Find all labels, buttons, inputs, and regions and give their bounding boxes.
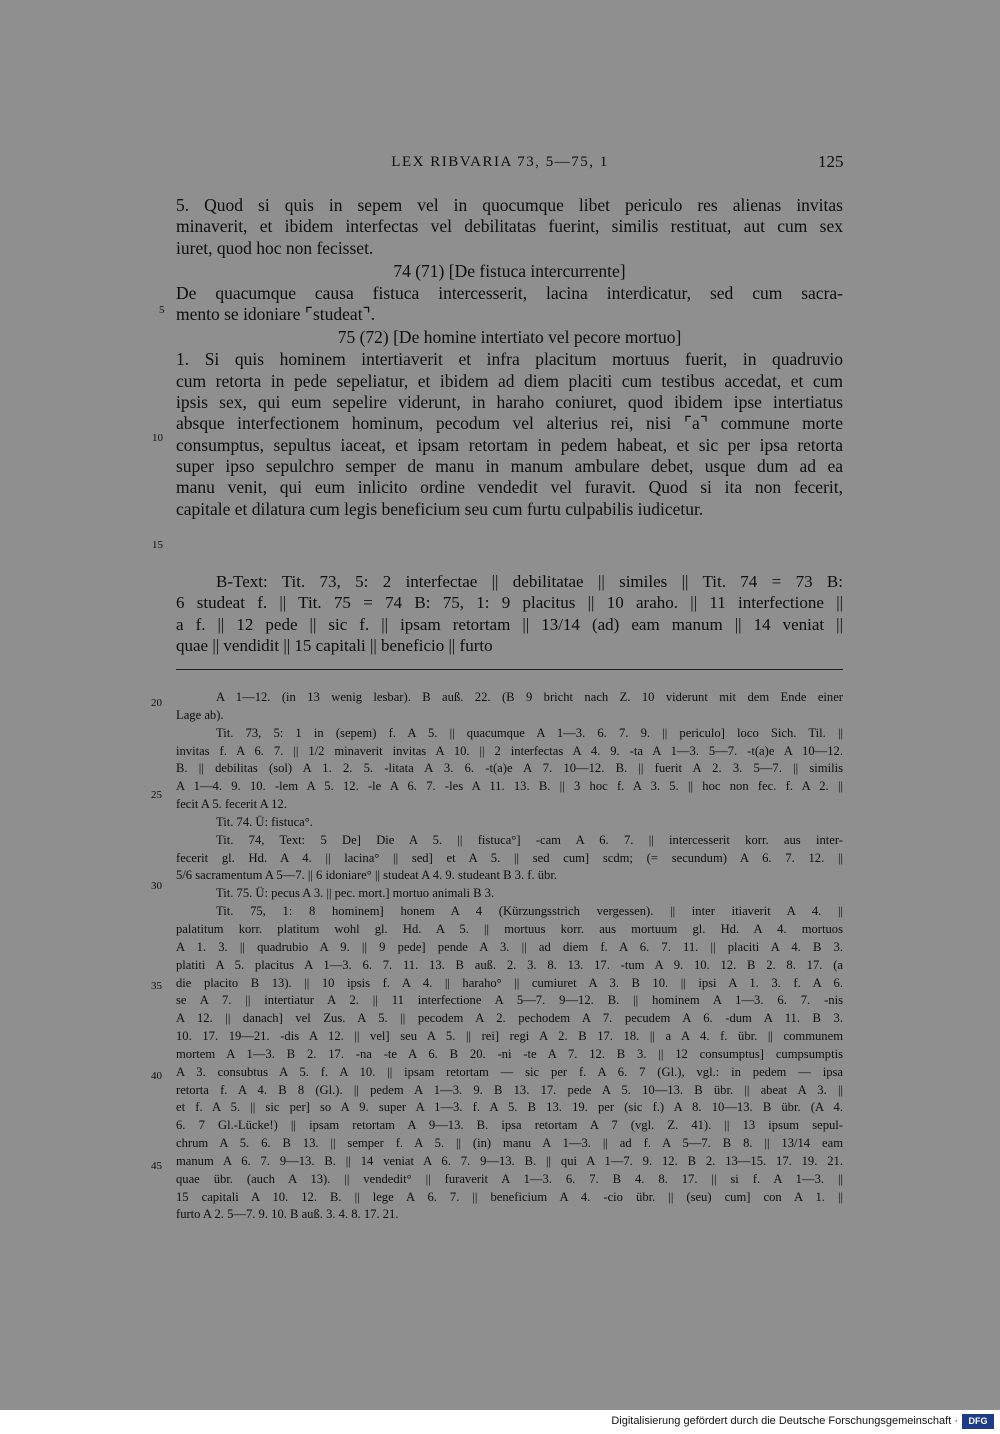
text-line: mento se idoniare ⌜studeat⌝. — [176, 304, 376, 325]
variant-line: 6 studeat f. || Tit. 75 = 74 B: 75, 1: 9 placitus || 10 araho. || 11 interfectione || — [176, 593, 843, 613]
apparatus-line: Tit. 73, 5: 1 in (sepem) f. A 5. || quacumque A 1—3. 6. 7. 9. || periculo] loco Sich. Til. || — [216, 725, 843, 740]
line-number: 40 — [151, 1070, 162, 1082]
separator-rule — [176, 669, 843, 670]
apparatus-line: die placito B 13). || 10 ipsis f. A 4. || haraho° || cumiuret A 3. B 10. || ipsi A 1. 3. f. A 6. — [176, 975, 843, 990]
line-number: 5 — [159, 304, 165, 316]
text-line: De quacumque causa fistuca intercesserit, lacina interdicatur, sed cum sacra- — [176, 282, 843, 303]
apparatus-line: 5/6 sacramentum A 5—7. || 6 idoniare° || studeat A 4. 9. studeant B 3. f. übr. — [176, 868, 557, 883]
apparatus-line: furto A 2. 5—7. 9. 10. B auß. 3. 4. 8. 17. 21. — [176, 1207, 399, 1222]
line-number: 35 — [151, 980, 162, 992]
text-line: super ipso sepulchro semper de manu in manum ambulare debet, usque dum ad ea — [176, 455, 843, 476]
apparatus-line: A 3. consubtus A 5. f. A 10. || ipsam retortam — sic per f. A 6. 7 (Gl.), vgl.: in pedem — ipsa — [176, 1064, 843, 1079]
apparatus-line: Tit. 74, Text: 5 De] Die A 5. || fistuca°] -cam A 6. 7. || intercesserit korr. aus inter- — [216, 832, 843, 847]
apparatus-line: Tit. 74. Ü: fistuca°. — [216, 814, 313, 829]
line-number: 30 — [151, 880, 162, 892]
text-line: 1. Si quis hominem intertiaverit et infra placitum mortuus fuerit, in quadruvio — [176, 349, 843, 370]
apparatus-line: palatitum korr. platitum wohl gl. Hd. A 5. || mortuus korr. aus mortuum gl. Hd. A 4. mortuos — [176, 921, 843, 936]
apparatus-line: 6. 7 Gl.-Lücke!) || ipsam retortam A 9—13. B. ipsa retortam A 7 (vgl. Z. 41). || 13 ipsum sepul- — [176, 1118, 843, 1133]
apparatus-line: fecit A 5. fecerit A 12. — [176, 797, 287, 812]
text-line: iuret, quod hoc non fecisset. — [176, 237, 374, 258]
text-line: capitale et dilatura cum legis beneficium seu cum furtu culpabilis iudicetur. — [176, 498, 704, 519]
line-number: 25 — [151, 789, 162, 801]
apparatus-line: retorta f. A 4. B 8 (Gl.). || pedem A 1—3. 9. B 13. 17. pede A 5. 10—13. B übr. || abeat A 3. || — [176, 1082, 843, 1097]
text-line: minaverit, et ibidem interfectas vel debilitatas fuerint, similis restituat, aut cum sex — [176, 216, 843, 237]
b-text-variants — [176, 571, 843, 656]
apparatus-line: 15 capitali A 10. 12. B. || lege A 6. 7. || beneficium A 4. -cio übr. || (seu) cum] con A 1. || — [176, 1189, 843, 1204]
apparatus-line: fecerit gl. Hd. A 4. || lacina° || sed] et A 5. || sed cum] scdm; (= secundum) A 6. 7. 12. || — [176, 850, 843, 865]
text-line: cum retorta in pede sepeliatur, et ibidem ad diem placiti cum testibus accedat, et cum — [176, 370, 843, 391]
apparatus-line: 10. 17. 19—21. -dis A 12. || vel] seu A 5. || rei] regi A 2. B 17. 18. || a A 4. f. übr. || communem — [176, 1029, 843, 1044]
line-number: 20 — [151, 697, 162, 709]
apparatus-line: invitas f. A 6. 7. || 1/2 minaverit invitas A 10. || 2 interfectas A 4. 9. -ta A 1—3. 5—7. -t(a)e A 10—12. — [176, 743, 843, 758]
apparatus-line: Tit. 75. Ü: pecus A 3. || pec. mort.] mortuo animali B 3. — [216, 886, 495, 901]
apparatus-line: mortem A 1—3. B 2. 17. -na -te A 6. B 20. -ni -te A 7. 12. B 3. || 12 consumptus] cumpsumptis — [176, 1046, 843, 1061]
text-line: ipsis sex, qui eum sepelire viderunt, in haraho coniuret, quod ibidem ipse intertiatus — [176, 392, 843, 413]
apparatus-line: B. || debilitas (sol) A 1. 2. 5. -litata A 3. 6. -t(a)e A 7. 10—12. B. || fuerit A 2. 3. 5—7. || similis — [176, 761, 843, 776]
text-line: consumptus, sepultus iaceat, et ipsam retortam in pedem habeat, et sic per ipsa retorta — [176, 434, 843, 455]
apparatus-line: se A 7. || intertiatur A 2. || 11 interfectione A 5—7. 9—12. B. || hominem A 1—3. 6. 7. -nis — [176, 993, 843, 1008]
apparatus-line: A 1—4. 9. 10. -lem A 5. 12. -le A 6. 7. -les A 11. 13. B. || 3 hoc f. A 3. 5. || hoc non fec. f. A 2. || — [176, 779, 843, 794]
section-heading: 74 (71) [De fistuca intercurrente] — [393, 260, 626, 281]
variant-line: a f. || 12 pede || sic f. || ipsam retortam || 13/14 (ad) eam manum || 14 veniat || — [176, 614, 843, 634]
line-number: 10 — [152, 432, 163, 444]
critical-apparatus — [176, 689, 843, 1224]
apparatus-line: A 1. 3. || quadrubio A 9. || 9 pede] pende A 3. || ad diem f. A 6. 7. 11. || placiti A 4. B 3. — [176, 939, 843, 954]
apparatus-line: platiti A 5. placitus A 1—3. 6. 7. 11. 13. B auß. 2. 3. 8. 13. 17. -tum A 9. 10. 12. B 2. 8. 17. (a — [176, 957, 843, 972]
apparatus-line: A 12. || danach] vel Zus. A 5. || pecodem A 2. pechodem A 7. pecudem A 6. -dum A 11. B 3. — [176, 1011, 843, 1026]
apparatus-line: quae übr. (auch A 13). || vendedit° || furaverit A 1—3. 6. 7. B 4. 8. 17. || si f. A 1—3. || — [176, 1171, 843, 1186]
apparatus-line: chrum A 5. 6. B 13. || semper f. A 5. || (in) manu A 1—3. || ad f. A 5—7. B 8. || 13/14 eam — [176, 1136, 843, 1151]
apparatus-line: et f. A 5. || sic per] so A 9. super A 1—3. f. A 5. B 13. 19. per (sic f.) A 8. 10—13. B übr. (A 4. — [176, 1100, 843, 1115]
apparatus-line: Tit. 75, 1: 8 hominem] honem A 4 (Kürzungsstrich vergessen). || inter itiaverit A 4. || — [216, 904, 843, 919]
text-line: 5. Quod si quis in sepem vel in quocumque libet periculo res alienas invitas — [176, 195, 843, 215]
footer-bar — [0, 1410, 1000, 1434]
main-text — [176, 195, 843, 520]
text-line: manu venit, qui eum inlicito ordine vendedit vel furavit. Quod si ita non fecerit, — [176, 477, 843, 498]
page-number: 125 — [818, 152, 844, 171]
running-header: LEX RIBVARIA 73, 5—75, 1 — [391, 154, 609, 170]
funding-notice: Digitalisierung gefördert durch die Deutsche Forschungsgemeinschaft · — [611, 1415, 958, 1427]
apparatus-line: manum A 6. 7. 9—13. B. || 14 veniat A 6. 7. 9—13. B. || qui A 1—7. 9. 12. B 2. 13—15. 17. 19. 21. — [176, 1153, 843, 1168]
apparatus-line: A 1—12. (in 13 wenig lesbar). B auß. 22. (B 9 bricht nach Z. 10 viderunt mit dem Ende einer — [216, 690, 843, 704]
line-number: 15 — [152, 539, 163, 551]
apparatus-line: Lage ab). — [176, 707, 224, 722]
section-heading: 75 (72) [De homine intertiato vel pecore mortuo] — [337, 327, 682, 348]
variant-line: B-Text: Tit. 73, 5: 2 interfectae || debilitatae || similes || Tit. 74 = 73 B: — [216, 572, 843, 591]
variant-line: quae || vendidit || 15 capitali || beneficio || furto — [176, 635, 493, 655]
dfg-logo: DFG — [962, 1414, 994, 1429]
text-line: absque interfectionem hominum, pecodum vel alterius rei, nisi ⌜a⌝ commune morte — [176, 413, 843, 434]
line-number: 45 — [151, 1160, 162, 1172]
